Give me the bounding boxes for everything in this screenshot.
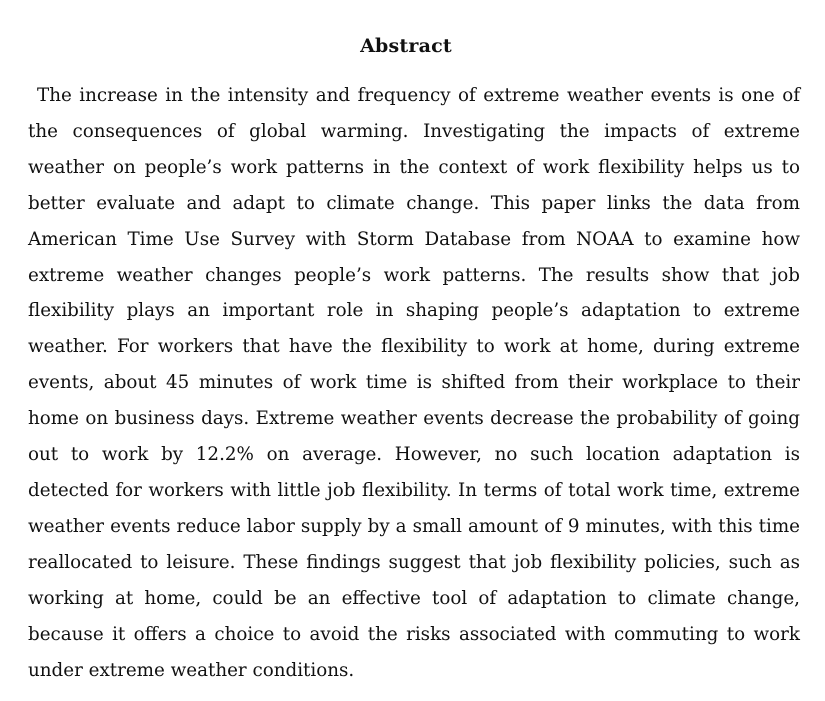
abstract-body: The increase in the intensity and frequency of extreme weather events is one of the consequences of global warming. Investigating the impacts of extreme weather on people’s work patterns in the context of work flexibility helps us to better evaluate and adapt to climate change. This paper links the data from American Time Use Survey with Storm Database from NOAA to examine how extreme weather changes people’s work patterns. The results show that job flexibility plays an important role in shaping people’s adaptation to extreme weather. For workers that have the flexibility to work at home, during extreme events, about 45 minutes of work time is shifted from their workplace to their home on business days. Extreme weather events decrease the probability of going out to work by 12.2% on average. However, no such location adaptation is detected for workers with little job flexibility. In terms of total work time, extreme weather events reduce labor supply by a small amount of 9 minutes, with this time reallocated to leisure. These findings suggest that job flexibility policies, such as working at home, could be an effective tool of adaptation to climate change, because it offers a choice to avoid the risks associated with commuting to work under extreme weather conditions.	[28, 85, 800, 681]
abstract-heading: Abstract	[360, 35, 452, 57]
